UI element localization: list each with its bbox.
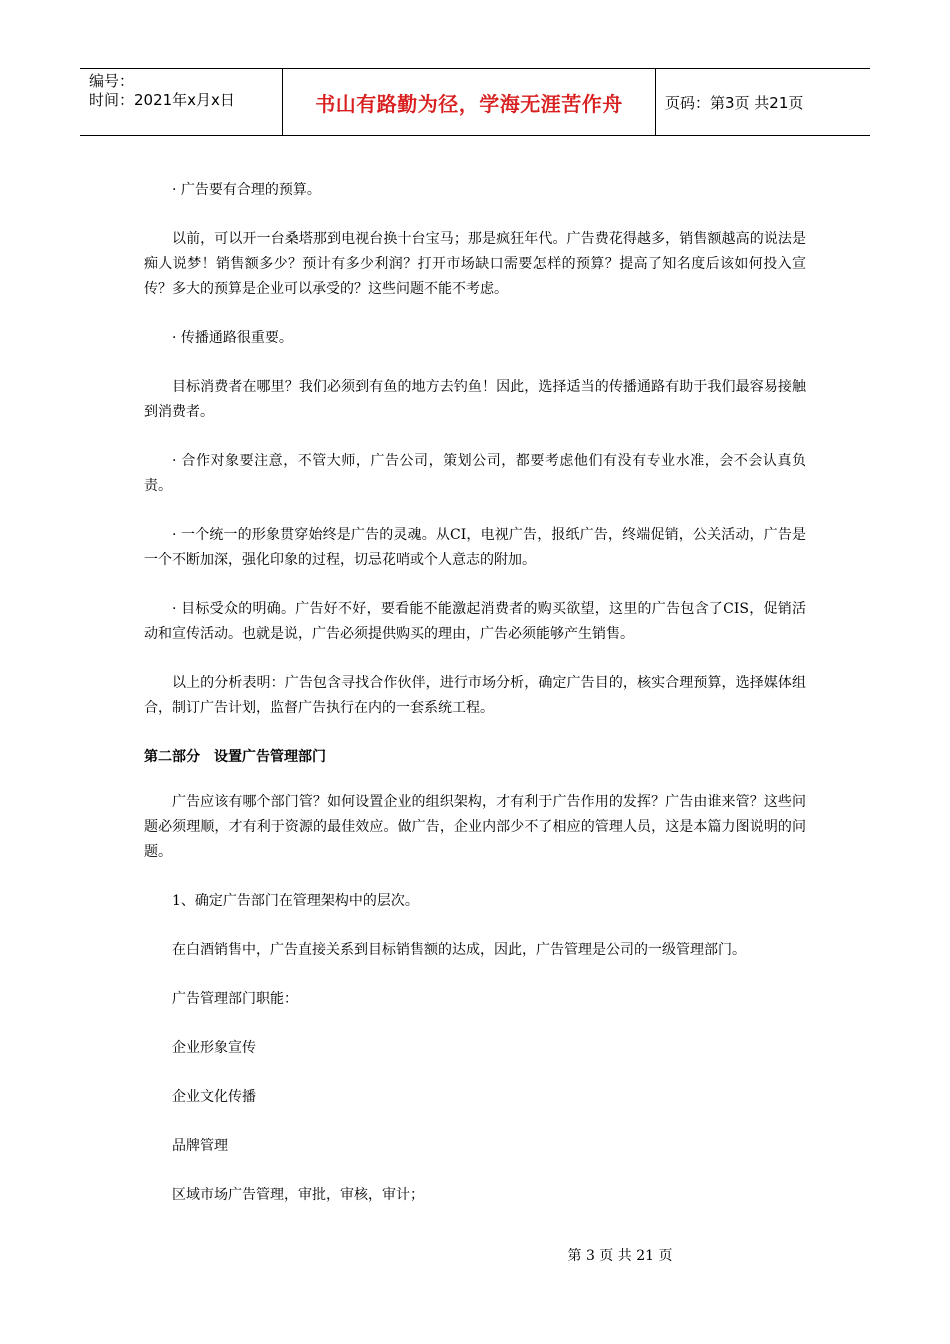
paragraph: · 合作对象要注意，不管大师，广告公司，策划公司，都要考虑他们有没有专业水准，会不会认真负责。 (144, 453, 806, 494)
paragraph: · 传播通路很重要。 (172, 330, 293, 346)
paragraph: 广告管理部门职能： (172, 991, 298, 1007)
doc-date-label: 时间：2021年x月x日 (89, 91, 235, 109)
document-body (144, 178, 806, 1232)
paragraph: 以前，可以开一台桑塔那到电视台换十台宝马；那是疯狂年代。广告费花得越多，销售额越高的说法是痴人说梦！销售额多少？预计有多少利润？打开市场缺口需要怎样的预算？提高了知名度后该如何投入宣传？多大的预算是企业可以承受的？这些问题不能不考虑。 (144, 231, 806, 297)
paragraph: · 广告要有合理的预算。 (172, 182, 321, 198)
paragraph: 目标消费者在哪里？我们必须到有鱼的地方去钓鱼！因此，选择适当的传播通路有助于我们最容易接触到消费者。 (144, 379, 806, 420)
doc-code-label: 编号： (89, 72, 135, 90)
list-item: 企业文化传播 (172, 1089, 256, 1105)
page-header (80, 68, 870, 136)
list-item: 企业形象宣传 (172, 1040, 256, 1056)
list-item: 区域市场广告管理，审批，审核，审计； (172, 1187, 424, 1203)
paragraph: · 目标受众的明确。广告好不好，要看能不能激起消费者的购买欲望，这里的广告包含了CIS，促销活动和宣传活动。也就是说，广告必须提供购买的理由，广告必须能够产生销售。 (144, 601, 806, 642)
page-footer: 第 3 页 共 21 页 (567, 1248, 673, 1264)
paragraph: 广告应该有哪个部门管？如何设置企业的组织架构，才有利于广告作用的发挥？广告由谁来管？这些问题必须理顺，才有利于资源的最佳效应。做广告，企业内部少不了相应的管理人员，这是本篇力图说明的问题。 (144, 794, 806, 860)
list-item: 品牌管理 (172, 1138, 228, 1154)
header-page-label: 页码：第3页 共21页 (665, 93, 804, 112)
header-motto: 书山有路勤为径，学海无涯苦作舟 (282, 69, 656, 135)
paragraph: · 一个统一的形象贯穿始终是广告的灵魂。从CI，电视广告，报纸广告，终端促销，公关活动，广告是一个不断加深，强化印象的过程，切忌花哨或个人意志的附加。 (144, 527, 806, 568)
paragraph: 1、确定广告部门在管理架构中的层次。 (172, 893, 419, 909)
header-meta (80, 69, 282, 135)
paragraph: 以上的分析表明：广告包含寻找合作伙伴，进行市场分析，确定广告目的，核实合理预算，选择媒体组合，制订广告计划，监督广告执行在内的一套系统工程。 (144, 675, 806, 716)
paragraph: 在白酒销售中，广告直接关系到目标销售额的达成，因此，广告管理是公司的一级管理部门。 (172, 942, 746, 958)
section-heading: 第二部分 设置广告管理部门 (144, 749, 326, 765)
